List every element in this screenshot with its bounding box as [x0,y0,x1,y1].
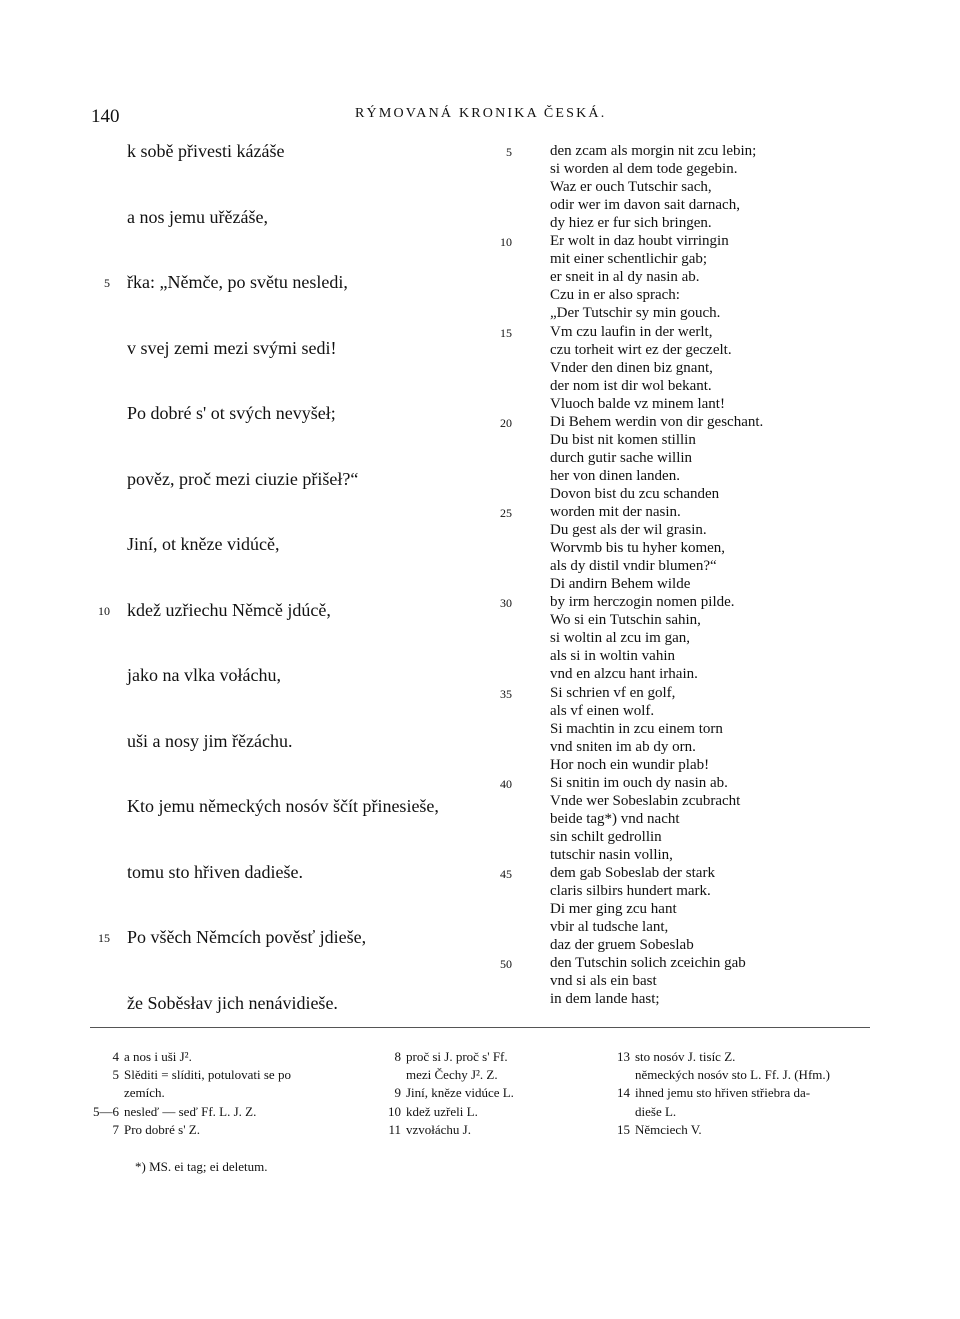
german-verse-line: Vnde wer Sobeslabin zcubracht [550,792,741,809]
czech-verse-line: že Soběsłav jich nenávidieše. [127,992,338,1013]
german-verse-line: Si snitin im ouch dy nasin ab. [550,774,728,791]
german-line-number: 50 [500,957,512,972]
german-verse-line: worden mit der nasin. [550,504,681,520]
footnote-text: zemích. [124,1085,165,1101]
czech-verse-line: tomu sto hřiven dadieše. [127,861,303,882]
footnote-row [378,1104,598,1122]
footnote-text: proč si J. proč s' Ff. [406,1049,508,1064]
german-verse-line: als si in woltin vahin [550,648,675,665]
footnote-number: 13 [617,1049,630,1064]
german-verse-line: beide tag*) vnd nacht [550,810,680,827]
page-number: 140 [91,106,120,127]
german-verse-line: vnd sniten im ab dy orn. [550,738,696,755]
footnotes-column-2 [378,1049,598,1140]
czech-verse-line: a nos jemu uřězáše, [127,206,268,227]
german-verse-line: Di andirn Behem wilde [550,576,691,593]
czech-verse-line: Kto jemu německých nosóv ščít přinesieše, [127,796,439,816]
german-verse-line: der nom ist dir wol bekant. [550,377,712,394]
czech-line-number: 10 [98,603,110,618]
german-verse-line: den Tutschin solich zceichin gab [550,955,746,972]
german-verse-line: si woltin al zcu im gan, [550,630,690,647]
german-verse-line: er sneit in al dy nasin ab. [550,269,700,286]
footnote-number: 8 [394,1049,401,1064]
running-title: RÝMOVANÁ KRONIKA ČESKÁ. [355,106,607,121]
german-verse-line: Dovon bist du zcu schanden [550,485,720,502]
german-verse-line: vnd si als ein bast [550,973,657,990]
german-verse-line: her von dinen landen. [550,467,680,484]
footnote-row [606,1049,876,1067]
german-verse-line: Vnder den dinen biz gnant, [550,359,713,376]
german-verse-line: als dy distil vndir blumen?“ [550,558,717,575]
footnote-text: německých nosóv sto L. Ff. J. (Hfm.) [635,1067,830,1083]
czech-line-number: 5 [104,276,110,290]
footnote-text: ihned jemu sto hřiven střiebra da- [635,1085,811,1101]
footnote-row [88,1049,358,1067]
footnote-text: Jiní, kněze vidúce L. [406,1085,514,1101]
german-verse-line: Wo si ein Tutschin sahin, [550,612,701,629]
german-verse-line: si worden al dem tode gegebin. [550,161,738,178]
footnote-text: sto nosóv J. tisíc Z. [635,1049,736,1064]
footnote-text: dieše L. [635,1103,677,1119]
footnote-text: Němciech V. [635,1121,702,1137]
czech-verse-line: pověz, proč mezi ciuzie přišeł?“ [127,468,359,489]
german-verse-line: Er wolt in daz houbt virringin [550,233,729,250]
footnote-text: kdež uzřeli L. [406,1103,478,1119]
editorial-note: *) MS. ei tag; ei deletum. [135,1159,268,1174]
czech-verse-line: Po všěch Němcích pověsť jdieše, [127,927,367,947]
german-verse-line: vbir al tudsche lant, [550,919,669,936]
german-verse-line: daz der gruem Sobeslab [550,937,694,954]
footnote-text: nesleď — seď Ff. L. J. Z. [124,1103,257,1119]
german-verse-line: Czu in er also sprach: [550,287,680,304]
czech-verse-line: jako na vlka vołáchu, [127,665,281,685]
footnote-text: Slěditi = slíditi, potulovati se po [124,1067,291,1083]
german-verse-line: Di Behem werdin von dir geschant. [550,413,764,430]
german-verse-line: Vluoch balde vz minem lant! [550,395,725,412]
german-line-number: 30 [500,596,512,611]
german-line-number: 35 [500,686,512,701]
footnote-text: a nos i uši J². [124,1049,192,1064]
footnote-number: 11 [388,1121,401,1137]
footnote-row [378,1049,598,1067]
czech-verse-line: kdež uzřiechu Němcě jdúcě, [127,599,331,620]
footnote-row [378,1085,598,1103]
czech-verse-line: v svej zemi mezi svými sedi! [127,337,337,358]
german-verse-line: als vf einen wolf. [550,702,655,719]
footnote-divider [90,1027,870,1028]
german-verse-line: vnd en alzcu hant irhain. [550,666,698,683]
german-verse-line: Si schrien vf en golf, [550,684,676,701]
czech-verse-line: k sobě přivesti kázáše [127,141,285,161]
german-verse-line: in dem lande hast; [550,991,660,1008]
german-verse-line: den zcam als morgin nit zcu lebin; [550,143,757,159]
footnote-row [88,1067,358,1085]
german-verse-line: Si machtin in zcu einem torn [550,720,723,737]
footnote-number: 7 [112,1121,119,1137]
footnote-text: Pro dobré s' Z. [124,1121,201,1137]
footnote-text: vzvołáchu J. [406,1121,471,1137]
german-verse-line: dy hiez er fur sich bringen. [550,215,712,232]
german-verse-line: dem gab Sobeslab der stark [550,865,715,881]
german-verse-line: odir wer im davon sait darnach, [550,197,740,214]
german-verse-line: czu torheit wirt ez der geczelt. [550,341,732,358]
footnote-row [378,1067,598,1085]
footnote-row [606,1067,876,1085]
footnote-row [378,1122,598,1140]
german-line-number: 5 [506,145,512,159]
footnote-number: 5 [112,1067,119,1083]
german-verse-line: Worvmb bis tu hyher komen, [550,540,726,557]
footnote-number: 15 [617,1121,630,1137]
german-verse-line: Waz er ouch Tutschir sach, [550,179,712,196]
czech-line-number: 15 [98,931,110,945]
german-verse-line: claris silbirs hundert mark. [550,883,711,900]
footnote-row [88,1122,358,1140]
german-line-number: 45 [500,867,512,881]
footnote-row [88,1104,358,1122]
footnote-row [606,1122,876,1140]
czech-verse-line: Jiní, ot kněze vidúcě, [127,534,280,554]
czech-verse-line: uši a nosy jim řězáchu. [127,730,293,751]
german-verse-line: sin schilt gedrollin [550,828,662,845]
german-line-number: 10 [500,235,512,250]
german-verse-line: Di mer ging zcu hant [550,901,677,918]
german-verse-line: Vm czu laufin in der werlt, [550,323,713,340]
german-verse-line: tutschir nasin vollin, [550,846,673,863]
footnote-number: 4 [112,1049,119,1064]
german-line-number: 25 [500,506,512,520]
czech-verse-line: Po dobré s' ot svých nevyšeł; [127,403,336,423]
czech-verse-line: řka: „Němče, po světu nesledi, [127,272,348,292]
footnote-row [88,1085,358,1103]
german-verse-line: Hor noch ein wundir plab! [550,756,710,773]
german-verse-line: durch gutir sache willin [550,449,693,466]
footnote-number: 5—6 [93,1103,119,1119]
footnote-row [606,1104,876,1122]
footnote-number: 14 [617,1085,630,1101]
footnotes-column-3 [606,1049,876,1140]
german-verse-line: by irm herczogin nomen pilde. [550,594,735,611]
footnote-text: mezi Čechy J². Z. [406,1067,498,1083]
german-verse-line: „Der Tutschir sy min gouch. [550,305,721,322]
german-verse-line: Du bist nit komen stillin [550,431,696,448]
footnote-row [606,1085,876,1103]
german-line-number: 40 [500,776,512,791]
german-line-number: 15 [500,325,512,340]
footnote-number: 9 [394,1085,401,1101]
german-line-number: 20 [500,415,512,430]
german-verse-line: Du gest als der wil grasin. [550,522,707,539]
german-verse-line: mit einer schentlichir gab; [550,251,708,268]
footnotes-column-1 [88,1049,358,1140]
footnote-number: 10 [388,1103,401,1119]
